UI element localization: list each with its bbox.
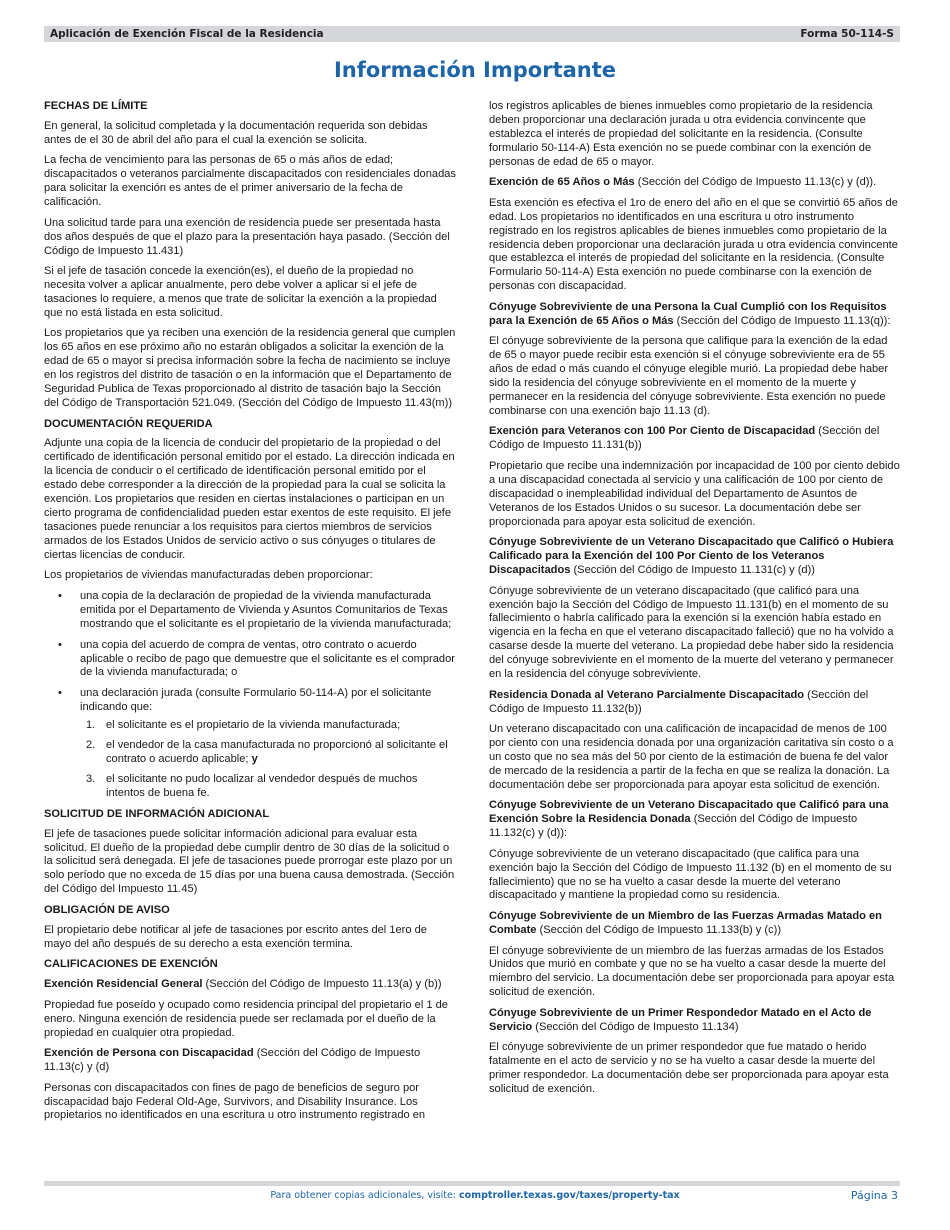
- bullet-marker: •: [58, 687, 62, 700]
- subheading: Cónyuge Sobreviviente de una Persona la Cual Cumplió con los Requisitos para la Exención de 65 Años o Más (Sección del Código de Impuesto 11.13(q)):: [489, 300, 891, 327]
- paragraph: El cónyuge sobreviviente de la persona que califique para la exención de la edad de 65 o mayor puede recibir esta exención si el cónyuge sobreviviente era de 55 años de edad o más cuando el cónyuge elegible murió. La propiedad debe haber sido la residencia del cónyuge sobreviviente en el momento de la muerte y permanecer en la residencia del cónyuge sobreviviente. Esta exención no puede combinarse con una exención bajo 11.13 (d).: [489, 335, 889, 417]
- paragraph: Un veterano discapacitado con una calificación de incapacidad de menos de 100 por ciento con una residencia donada por una organización caritativa sin costo o a un costo que no sea más del 50 por ciento de la estimación de buena fe del valor de mercado de la residencia a partir de la fecha en que se realiza la donación. La documentación debe ser proporcionada para apoyar esta solicitud de exención.: [489, 723, 894, 791]
- paragraph: Los propietarios que ya reciben una exención de la residencia general que cumplen los 65 años en ese próximo año no estarán obligados a solicitar la exención de la edad de 65 o mayor si precisa información sobre la fecha de nacimiento se incluye en los registros del distrito de tasación o en la información que el Departamento de Seguridad Publica de Texas proporcionado al distrito de tasación bajo la Sección del Código de Transportación 521.049. (Sección del Código de Impuesto 11.43(m)): [44, 327, 456, 409]
- list-item: 2. el vendedor de la casa manufacturada no proporcionó al solicitante el contrato o acuerdo aplicable; y: [86, 739, 448, 765]
- subheading: Exención para Veteranos con 100 Por Ciento de Discapacidad (Sección del Código de Impuesto 11.131(b)): [489, 425, 880, 452]
- page-number: Página 3: [850, 1189, 898, 1202]
- subheading: Cónyuge Sobreviviente de un Veterano Discapacitado que Calificó para una Exención Sobre la Residencia Donada (Sección del Código de Impuesto 11.132(c) y (d)):: [489, 799, 889, 840]
- heading-solicitud: SOLICITUD DE INFORMACIÓN ADICIONAL: [44, 807, 270, 820]
- footer-prefix: Para obtener copias adicionales, visite:: [270, 1190, 457, 1201]
- paragraph: La fecha de vencimiento para las personas de 65 o más años de edad; discapacitados o veteranos parcialmente discapacitados con residenciales donadas para solicitar la exención es antes de el primer aniversario de la fecha de calificación.: [44, 154, 456, 209]
- form-number: Forma 50-114-S: [800, 28, 894, 40]
- subheading: Cónyuge Sobreviviente de un Miembro de las Fuerzas Armadas Matado en Combate (Sección del Código de Impuesto 11.133(b) y (c)): [489, 910, 882, 936]
- bullet-list: [44, 590, 456, 801]
- heading-documentacion: DOCUMENTACIÓN REQUERIDA: [44, 417, 213, 430]
- numbered-list: [80, 719, 456, 801]
- subheading: Exención Residencial General (Sección del Código de Impuesto 11.13(a) y (b)): [44, 978, 442, 991]
- footer: [0, 1190, 950, 1204]
- footer-divider: [44, 1181, 900, 1186]
- footer-copies: [0, 1190, 950, 1201]
- bullet-marker: •: [58, 589, 62, 602]
- paragraph: El cónyuge sobreviviente de un miembro de las fuerzas armadas de los Estados Unidos que murió en combate y que no se ha vuelto a casar desde la muerte del miembro del servicio. La documentación debe ser proporcionada para apoyar esta solicitud de exención.: [489, 944, 895, 999]
- paragraph: Esta exención es efectiva el 1ro de enero del año en el que se convirtió 65 años de edad. Los propietarios no identificados en una escritura u otro instrumento registrado en los registros aplicables de bienes inmuebles como propietario de la residencia deben proporcionar una declaración jurada u otra evidencia convincente que establezca el interés de propiedad del solicitante en la residencia. (Consulte Formulario 50-114-A) Esta exención no puede combinarse con la exención de personas con discapacidad.: [489, 196, 898, 293]
- paragraph: Cónyuge sobreviviente de un veterano discapacitado (que calificó para una exención bajo la Sección del Código de Impuesto 11.131(b) en el momento de su fallecimiento o habría calificado para la exención si la exención había estado en vigencia en la fecha en que el veterano discapacitado falleció) que no ha volvido a casarse desde la muerte del veterano. La propiedad debe haber sido la residencia del cónyuge sobreviviente en el momento de la muerte del veterano y permanecer en la residencia del cónyuge sobreviviente.: [489, 584, 894, 681]
- subheading: Exención de Persona con Discapacidad (Sección del Código de Impuesto 11.13(c) y (d): [44, 1047, 421, 1074]
- heading-obligacion: OBLIGACIÓN DE AVISO: [44, 903, 170, 916]
- paragraph: Personas con discapacitados con fines de pago de beneficios de seguro por discapacidad bajo Federal Old-Age, Survivors, and Disability Insurance. Los propietarios no identificados en una escritura u otro instrumento registrado en: [44, 1081, 426, 1122]
- paragraph: Los propietarios de viviendas manufacturadas deben proporcionar:: [44, 569, 373, 582]
- subheading: Residencia Donada al Veterano Parcialmente Discapacitado (Sección del Código de Impuesto 11.132(b)): [489, 688, 869, 715]
- list-item: 3. el solicitante no pudo localizar al vendedor después de muchos intentos de buena fe.: [86, 772, 418, 799]
- paragraph: Si el jefe de tasación concede la exención(es), el dueño de la propiedad no necesita volver a aplicar anualmente, pero debe volver a aplicar si el jefe de tasaciones lo requiere, a menos que trate de solicitar la exención a la propiedad que no está listada en esta solicitud.: [44, 265, 437, 319]
- subheading: Cónyuge Sobreviviente de un Veterano Discapacitado que Calificó o Hubiera Calificado para la Exención del 100 Por Ciento de los Veteranos Discapacitados (Sección del Código de Impuesto 11.131(c) y (d)): [489, 536, 894, 576]
- paragraph: En general, la solicitud completada y la documentación requerida son debidas antes de el 30 de abril del año para el cual la exención se solicita.: [44, 119, 428, 146]
- page-title: Información Importante: [333, 58, 617, 82]
- list-item: • una copia de la declaración de propiedad de la vivienda manufacturada emitida por el Departamento de Vivienda y Asuntos Comunitarios de Texas mostrando que el solicitante es el propietario de la vivienda manufacturada;: [58, 589, 452, 630]
- heading-calificaciones: CALIFICACIONES DE EXENCIÓN: [44, 958, 218, 971]
- paragraph: los registros aplicables de bienes inmuebles como propietario de la residencia deben proporcionar una declaración jurada u otra evidencia convincente que establezca el interés de propiedad del solicitante en la residencia. (Consulte formulario 50-114-A) Esta exención no se puede combinar con la exención de personas de edad de 65 o mayor.: [489, 100, 873, 168]
- bullet-marker: •: [58, 638, 62, 651]
- list-item: 1. el solicitante es el propietario de la vivienda manufacturada;: [86, 719, 401, 732]
- list-item: • una copia del acuerdo de compra de ventas, otro contrato o acuerdo aplicable o recibo de pago que demuestre que el solicitante es el comprador de la vivienda manufacturada; o: [58, 638, 455, 679]
- paragraph: Adjunte una copia de la licencia de conducir del propietario de la propiedad o del certificado de identificación personal emitido por el estado. La dirección indicada en la licencia de conducir o el certificado de identificación personal emitido por el estado debe corresponder a la dirección de la propiedad para la cual se solicita la exención. Los propietarios que residen en ciertas instalaciones o participan en un cierto programa de confidencialidad pueden estar exentos de este requisito. El jefe tasaciones puede renunciar a los requisitos para ciertos miembros de servicios armados de los Estados Unidos de servicio activo o sus cónyuges o titulares de ciertas licencias de conducir.: [44, 437, 455, 561]
- header-bar: [44, 26, 900, 42]
- heading-fechas: FECHAS DE LÍMITE: [44, 100, 148, 112]
- paragraph: El jefe de tasaciones puede solicitar información adicional para evaluar esta solicitud. El dueño de la propiedad debe cumplir dentro de 30 días de la solicitud o la solicitud será denegada. El jefe de tasaciones puede prorrogar este plazo por un solo período que no exceda de 15 días por una buena causa demostrada. (Sección del Código del Impuesto 11.45): [44, 827, 455, 896]
- left-column: [44, 100, 456, 1130]
- footer-link[interactable]: comptroller.texas.gov/taxes/property-tax: [459, 1190, 680, 1201]
- paragraph: El cónyuge sobreviviente de un primer respondedor que fue matado o herido fatalmente en el acto de servicio y no se ha vuelto a casar desde la muerte del primer respondedor. La documentación debe ser proporcionada para apoyar esta solicitud de exención.: [489, 1041, 889, 1096]
- paragraph: El propietario debe notificar al jefe de tasaciones por escrito antes del 1ero de mayo del año después de su derecho a esta exención termina.: [44, 923, 427, 950]
- paragraph: Propietario que recibe una indemnización por incapacidad de 100 por ciento debido a una discapacidad conectada al servicio y una calificación de 100 por ciento de discapacidad o inempleabilidad individual del Departamento de Asuntos de Veteranos de los Estados Unidos o su sucesor. La documentación debe ser proporcionada para apoyar esta solicitud de exención.: [489, 459, 900, 528]
- paragraph: Una solicitud tarde para una exención de residencia puede ser presentada hasta dos años después de que el plazo para la presentación haya pasado. (Sección del Código de Impuesto 11.431): [44, 216, 450, 257]
- right-column: [489, 100, 901, 1104]
- list-item: • una declaración jurada (consulte Formulario 50-114-A) por el solicitante indicando que: 1. el solicitante es el propietario de la vivienda manufacturada; 2. el vendedor de la casa manufacturada no proporcionó al solicitante el contrato o acuerdo aplicable; y 3. el solicitante no pudo localizar al vendedor después de muchos intentos de buena fe.: [44, 687, 456, 800]
- paragraph: Cónyuge sobreviviente de un veterano discapacitado (que califica para una exención bajo la Sección del Código de Impuesto 11.132 (b) en el momento de su fallecimiento) que no se ha vuelto a casar desde la muerte del veterano discapacitado y mantiene la propiedad como su residencia.: [489, 847, 892, 902]
- subheading: Exención de 65 Años o Más (Sección del Código de Impuesto 11.13(c) y (d)).: [489, 176, 877, 189]
- paragraph: Propiedad fue poseído y ocupado como residencia principal del propietario el 1 de enero. Ninguna exención de residencia puede ser reclamada por el dueño de la propiedad en cualquier otra propiedad.: [44, 998, 448, 1039]
- subheading: Cónyuge Sobreviviente de un Primer Respondedor Matado en el Acto de Servicio (Sección del Código de Impuesto 11.134): [489, 1006, 872, 1033]
- form-title: Aplicación de Exención Fiscal de la Residencia: [50, 28, 324, 40]
